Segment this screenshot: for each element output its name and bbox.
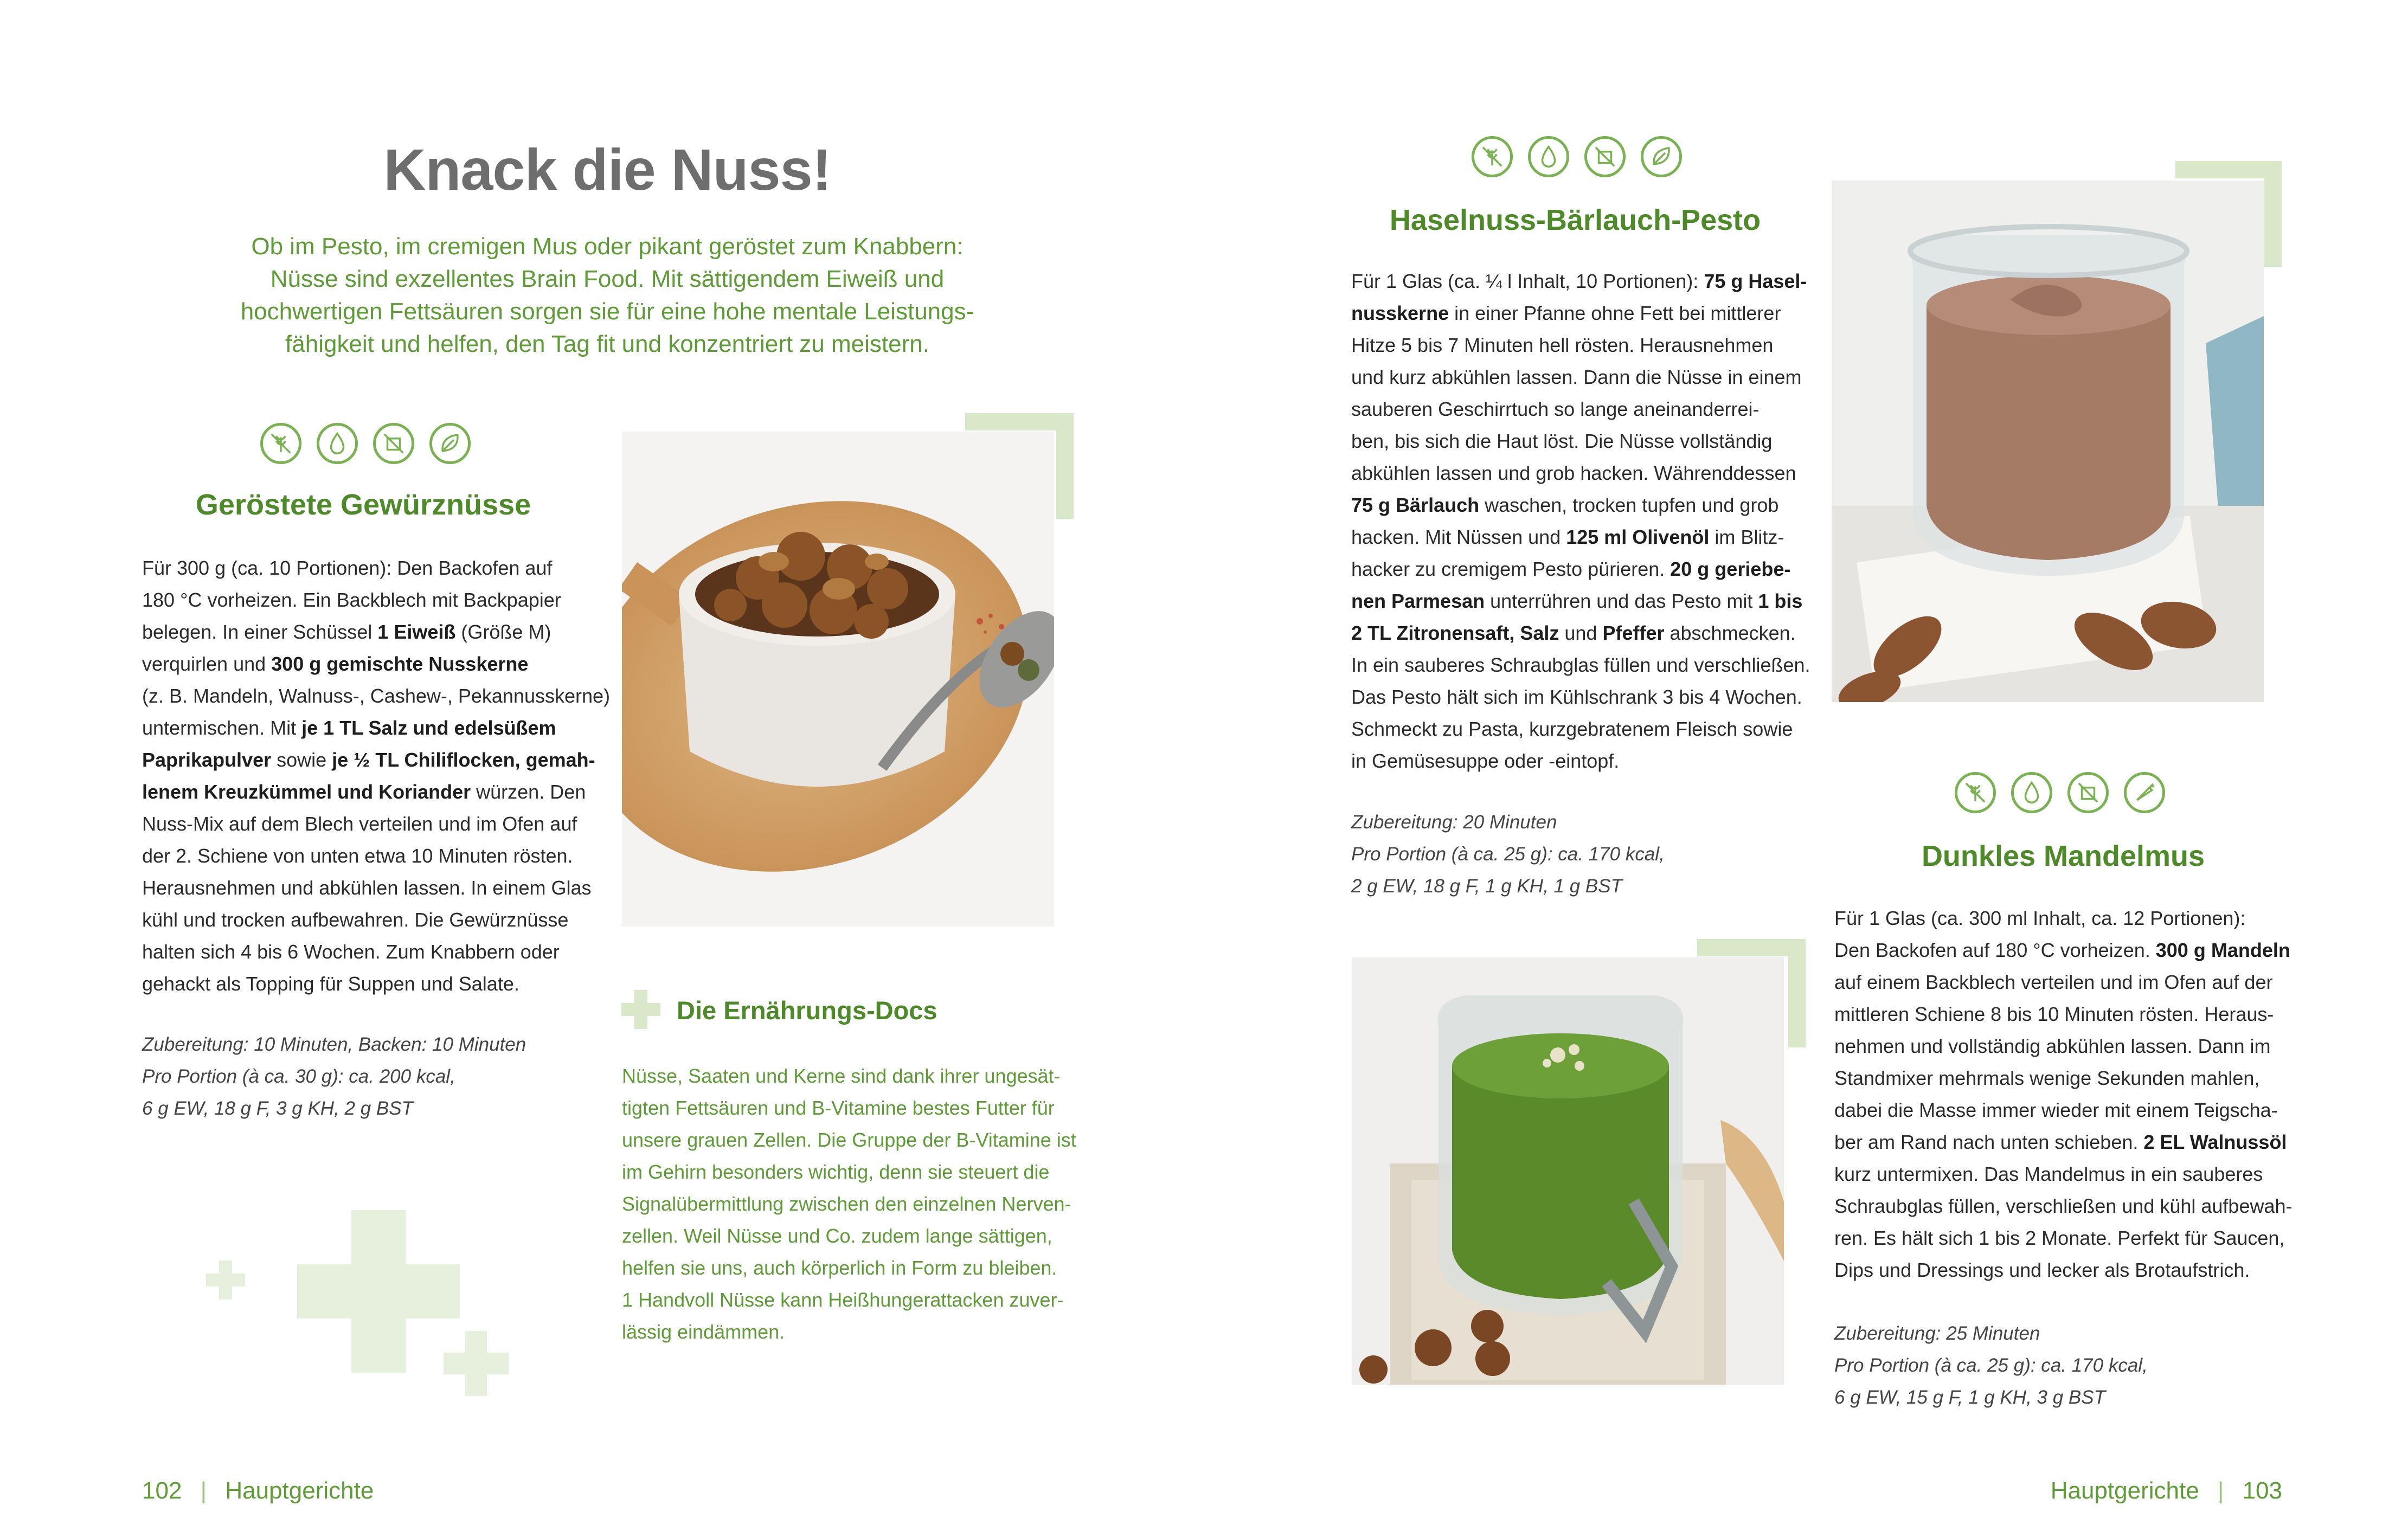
diet-icons-row xyxy=(260,423,471,464)
text-line: helfen sie uns, auch körperlich in Form zu bleiben. xyxy=(622,1257,1057,1279)
text-line: nen Parmesan unterrühren und das Pesto mit 1 bis xyxy=(1351,590,1803,612)
text-line: Paprikapulver sowie je ½ TL Chiliflocken, gemah- xyxy=(142,749,595,771)
text-line: untermischen. Mit je 1 TL Salz und edelsüßem xyxy=(142,717,556,739)
footer-separator: | xyxy=(2217,1477,2224,1504)
recipe-body-pesto xyxy=(1351,265,1839,777)
recipe-title-gewuerznuesse: Geröstete Gewürznüsse xyxy=(195,488,531,521)
text-line: Zubereitung: 25 Minuten xyxy=(1834,1323,2040,1344)
wheat-free-icon xyxy=(260,423,301,464)
text-line: lenem Kreuzkümmel und Koriander würzen. Den xyxy=(142,781,586,803)
text-line: Dips und Dressings und lecker als Brotaufstrich. xyxy=(1834,1259,2250,1281)
lactose-free-icon xyxy=(317,423,358,464)
docs-plus-icon xyxy=(621,990,660,1029)
text-line: 180 °C vorheizen. Ein Backblech mit Backpapier xyxy=(142,589,561,611)
text-line: belegen. In einer Schüssel 1 Eiweiß (Größe M) xyxy=(142,621,551,643)
text-line: halten sich 4 bis 6 Wochen. Zum Knabbern oder xyxy=(142,941,560,963)
text-line: ren. Es hält sich 1 bis 2 Monate. Perfekt für Saucen, xyxy=(1834,1227,2285,1249)
recipe-title-mandelmus: Dunkles Mandelmus xyxy=(1921,840,2205,872)
recipe-title-pesto: Haselnuss-Bärlauch-Pesto xyxy=(1389,204,1761,236)
text-line: im Gehirn besonders wichtig, denn sie steuert die xyxy=(622,1161,1050,1183)
nuts-bowl-photo xyxy=(622,432,1054,927)
recipe-meta-gewuerznuesse xyxy=(142,1028,614,1124)
text-line: ber am Rand nach unten schieben. 2 EL Walnussöl xyxy=(1834,1131,2287,1153)
text-line: Den Backofen auf 180 °C vorheizen. 300 g Mandeln xyxy=(1834,939,2290,961)
text-line: Nüsse, Saaten und Kerne sind dank ihrer ungesät- xyxy=(622,1065,1061,1087)
docs-body xyxy=(622,1060,1099,1348)
text-line: und kurz abkühlen lassen. Dann die Nüsse in einem xyxy=(1351,366,1802,388)
text-line: gehackt als Topping für Suppen und Salate. xyxy=(142,973,519,995)
text-line: Schmeckt zu Pasta, kurzgebratenem Fleisch sowie xyxy=(1351,718,1793,740)
lactose-free-icon xyxy=(2011,772,2052,813)
text-line: ben, bis sich die Haut löst. Die Nüsse vollständig xyxy=(1351,430,1773,452)
docs-title: Die Ernährungs-Docs xyxy=(677,996,937,1025)
recipe-body-mandelmus xyxy=(1834,902,2322,1286)
decor-plus-small xyxy=(206,1261,245,1300)
almond-butter-photo xyxy=(1832,181,2264,702)
text-line: Für 1 Glas (ca. ¼ l Inhalt, 10 Portionen): 75 g Hasel- xyxy=(1351,270,1807,292)
recipe-meta-pesto xyxy=(1351,806,1839,902)
text-line: 75 g Bärlauch waschen, trocken tupfen und grob xyxy=(1351,494,1779,516)
vegan-leaf-icon xyxy=(1641,136,1682,177)
vegan-leaf-icon xyxy=(429,423,471,464)
text-line: sauberen Geschirrtuch so lange aneinanderrei- xyxy=(1351,398,1760,420)
sugar-free-icon xyxy=(373,423,414,464)
decor-plus-large xyxy=(297,1210,460,1373)
text-line: in Gemüsesuppe oder -eintopf. xyxy=(1351,750,1620,772)
sugar-free-icon xyxy=(2067,772,2109,813)
text-line: lässig eindämmen. xyxy=(622,1321,785,1343)
text-line: 2 TL Zitronensaft, Salz und Pfeffer abschmecken. xyxy=(1351,622,1796,644)
lactose-free-icon xyxy=(1528,136,1569,177)
text-line: unsere grauen Zellen. Die Gruppe der B-Vitamine ist xyxy=(622,1129,1076,1151)
text-line: zellen. Weil Nüsse und Co. zudem lange sättigen, xyxy=(622,1225,1052,1247)
section-name: Hauptgerichte xyxy=(2050,1477,2199,1504)
text-line: Pro Portion (à ca. 25 g): ca. 170 kcal, xyxy=(1351,844,1665,865)
text-line: Hitze 5 bis 7 Minuten hell rösten. Herausnehmen xyxy=(1351,334,1774,356)
text-line: abkühlen lassen und grob hacken. Währenddessen xyxy=(1351,462,1796,484)
text-line: nusskerne in einer Pfanne ohne Fett bei mittlerer xyxy=(1351,302,1781,324)
text-line: Nuss-Mix auf dem Blech verteilen und im Ofen auf xyxy=(142,813,577,835)
text-line: Pro Portion (à ca. 25 g): ca. 170 kcal, xyxy=(1834,1355,2148,1376)
text-line: Schraubglas füllen, verschließen und kühl aufbewah- xyxy=(1834,1195,2293,1217)
text-line: (z. B. Mandeln, Walnuss-, Cashew-, Pekannusskerne) xyxy=(142,685,611,707)
text-line: Herausnehmen und abkühlen lassen. In einem Glas xyxy=(142,877,592,899)
text-line: kühl und trocken aufbewahren. Die Gewürznüsse xyxy=(142,909,569,931)
text-line: verquirlen und 300 g gemischte Nusskerne xyxy=(142,653,529,675)
text-line: Signalübermittlung zwischen den einzelnen Nerven- xyxy=(622,1193,1071,1215)
text-line: hacker zu cremigem Pesto pürieren. 20 g geriebe- xyxy=(1351,558,1791,580)
wheat-free-icon xyxy=(1472,136,1513,177)
text-line: tigten Fettsäuren und B-Vitamine bestes Futter für xyxy=(622,1097,1055,1119)
pesto-jar-photo xyxy=(1352,957,1784,1385)
text-line: Für 1 Glas (ca. 300 ml Inhalt, ca. 12 Portionen): xyxy=(1834,907,2246,929)
text-line: auf einem Backblech verteilen und im Ofen auf der xyxy=(1834,971,2273,993)
text-line: In ein sauberes Schraubglas füllen und verschließen. xyxy=(1351,654,1810,676)
sugar-free-icon xyxy=(1584,136,1626,177)
footer-separator: | xyxy=(200,1477,207,1504)
page-title: Knack die Nuss! xyxy=(383,137,831,202)
recipe-body-gewuerznuesse xyxy=(142,552,614,1000)
text-line: mittleren Schiene 8 bis 10 Minuten rösten. Heraus- xyxy=(1834,1003,2274,1025)
footer-right xyxy=(2051,1477,2282,1504)
text-line: 6 g EW, 15 g F, 1 g KH, 3 g BST xyxy=(1834,1387,2105,1408)
text-line: Zubereitung: 10 Minuten, Backen: 10 Minuten xyxy=(142,1034,526,1055)
carrot-icon xyxy=(2124,772,2165,813)
text-line: Standmixer mehrmals wenige Sekunden mahlen, xyxy=(1834,1067,2260,1089)
page-number: 102 xyxy=(142,1477,182,1504)
wheat-free-icon xyxy=(1955,772,1996,813)
text-line: der 2. Schiene von unten etwa 10 Minuten rösten. xyxy=(142,845,573,867)
text-line: hacken. Mit Nüssen und 125 ml Olivenöl im Blitz- xyxy=(1351,526,1784,548)
recipe-meta-mandelmus xyxy=(1834,1317,2322,1413)
text-line: Zubereitung: 20 Minuten xyxy=(1351,812,1557,833)
text-line: Das Pesto hält sich im Kühlschrank 3 bis 4 Wochen. xyxy=(1351,686,1802,708)
text-line: 6 g EW, 18 g F, 3 g KH, 2 g BST xyxy=(142,1098,413,1119)
text-line: dabei die Masse immer wieder mit einem Teigscha- xyxy=(1834,1099,2278,1121)
text-line: kurz untermixen. Das Mandelmus in ein sauberes xyxy=(1834,1163,2263,1185)
text-line: Für 300 g (ca. 10 Portionen): Den Backofen auf xyxy=(142,557,553,579)
text-line: 2 g EW, 18 g F, 1 g KH, 1 g BST xyxy=(1351,876,1622,897)
footer-left xyxy=(142,1477,374,1504)
page-number: 103 xyxy=(2242,1477,2282,1504)
text-line: Pro Portion (à ca. 30 g): ca. 200 kcal, xyxy=(142,1066,455,1087)
decor-plus-medium xyxy=(444,1331,509,1396)
text-line: 1 Handvoll Nüsse kann Heißhungerattacken zuver- xyxy=(622,1289,1064,1311)
text-line: nehmen und vollständig abkühlen lassen. Dann im xyxy=(1834,1035,2271,1057)
section-name: Hauptgerichte xyxy=(225,1477,374,1504)
diet-icons-row xyxy=(1472,136,1682,177)
diet-icons-row xyxy=(1955,772,2165,813)
intro-text: Ob im Pesto, im cremigen Mus oder pikant geröstet zum Knabbern: Nüsse sind exzellentes Brain Food. Mit sättigendem Eiweiß und hochwertigen Fettsäuren sorgen sie für eine hohe mentale Leistungsfähigkeit und helfen, den Tag fit und konzentriert zu meistern. xyxy=(240,233,974,357)
